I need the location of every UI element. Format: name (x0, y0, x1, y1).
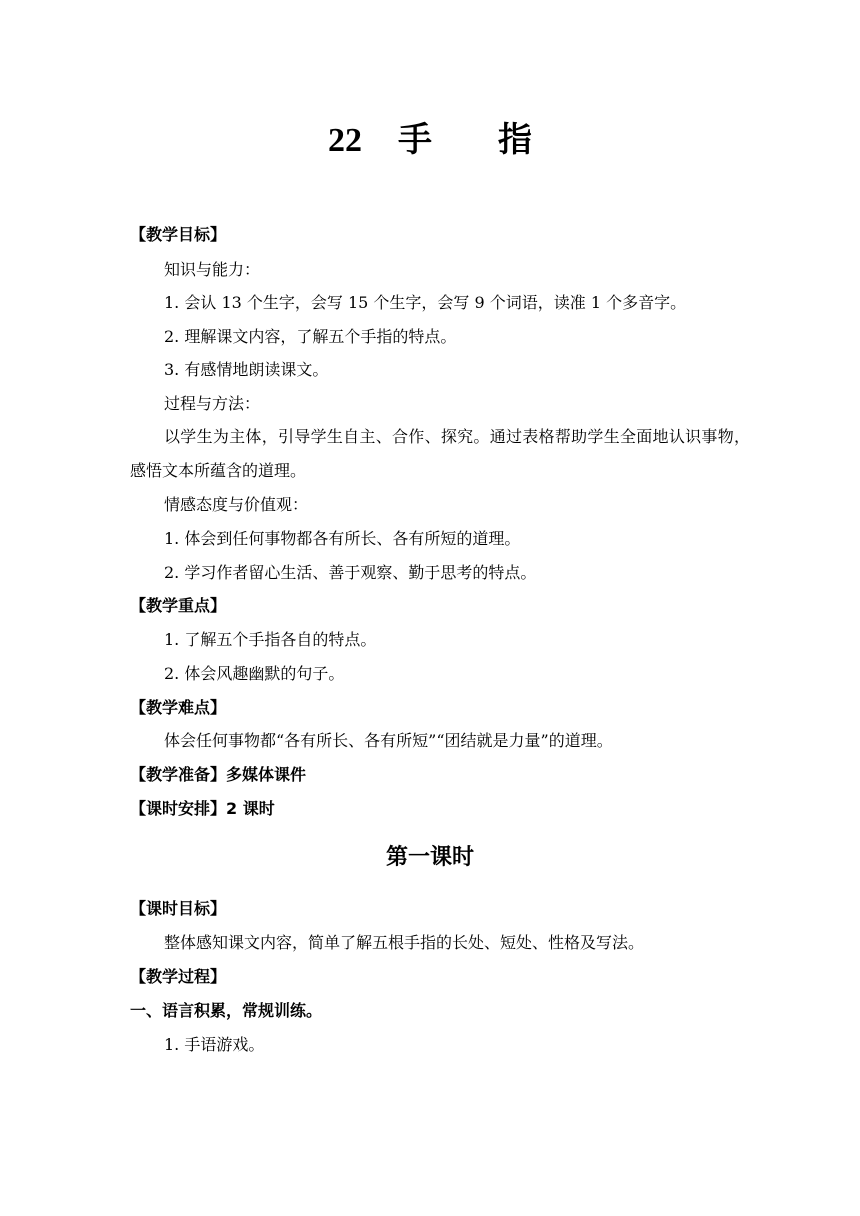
schedule-heading: 【课时安排】2 课时 (130, 799, 275, 818)
lesson-1-title: 第一课时 (385, 845, 474, 870)
teaching-goals-heading: 【教学目标】 (130, 225, 227, 244)
emotion-item-1: 1. 体会到任何事物都各有所长、各有所短的道理。 (164, 529, 521, 548)
step-1-item-1: 1. 手语游戏。 (164, 1035, 265, 1054)
teaching-prep-heading: 【教学准备】多媒体课件 (130, 765, 307, 784)
key-item-1: 1. 了解五个手指各自的特点。 (164, 630, 377, 649)
key-item-2: 2. 体会风趣幽默的句子。 (164, 664, 345, 683)
knowledge-ability-label: 知识与能力： (164, 260, 261, 279)
teaching-difficulty-heading: 【教学难点】 (130, 698, 227, 717)
emotion-item-2: 2. 学习作者留心生活、善于观察、勤于思考的特点。 (164, 563, 537, 582)
emotion-value-label: 情感态度与价值观： (164, 495, 309, 514)
process-method-label: 过程与方法： (164, 394, 261, 413)
lesson-title-char-1: 手 (398, 120, 432, 160)
knowledge-item-2: 2. 理解课文内容，了解五个手指的特点。 (164, 327, 457, 346)
teaching-key-heading: 【教学重点】 (130, 596, 227, 615)
lesson-title (0, 112, 860, 161)
knowledge-item-3: 3. 有感情地朗读课文。 (164, 360, 329, 379)
step-1-heading: 一、语言积累，常规训练。 (130, 1001, 323, 1020)
lesson-goal-text: 整体感知课文内容，简单了解五根手指的长处、短处、性格及写法。 (164, 933, 645, 952)
process-method-text: 以学生为主体，引导学生自主、合作、探究。通过表格帮助学生全面地认识事物，感悟文本所蕴含的道理。 (130, 427, 750, 480)
knowledge-item-1: 1. 会认 13 个生字，会写 15 个生字，会写 9 个词语，读准 1 个多音字。 (164, 293, 687, 312)
lesson-goal-heading: 【课时目标】 (130, 899, 227, 918)
lesson-number: 22 (328, 122, 362, 159)
teaching-process-heading: 【教学过程】 (130, 967, 227, 986)
difficulty-text: 体会任何事物都“各有所长、各有所短”“团结就是力量”的道理。 (164, 731, 613, 750)
lesson-title-char-2: 指 (498, 120, 532, 160)
